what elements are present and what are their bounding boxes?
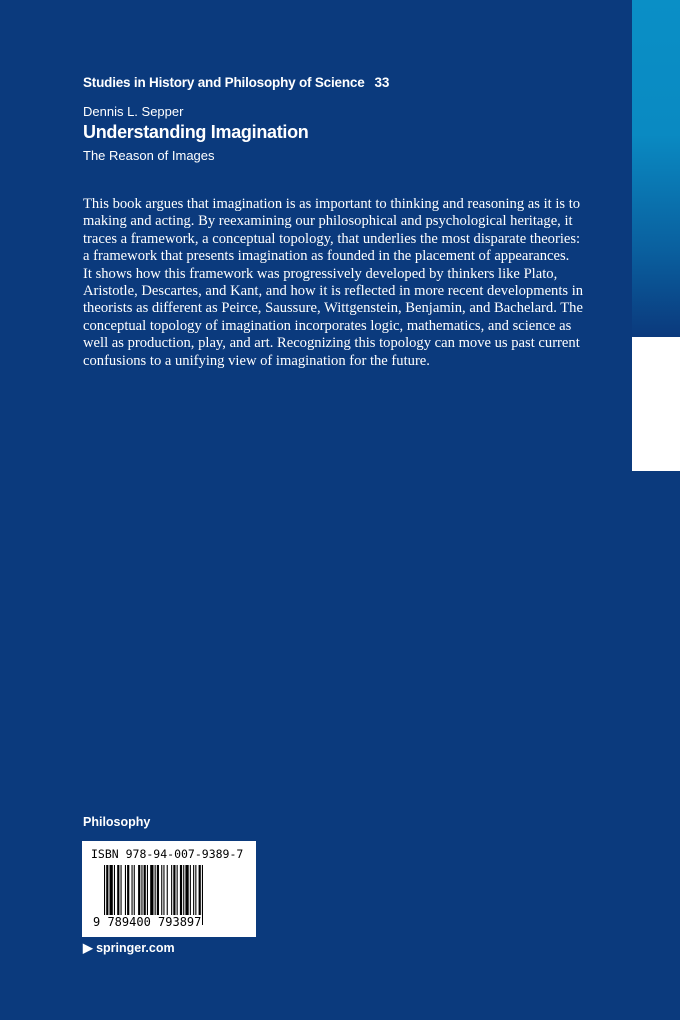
- blurb-line: making and acting. By reexamining our philosophical and psychological heritage, it: [83, 213, 573, 230]
- author: Dennis L. Sepper: [83, 104, 184, 119]
- series-name: Studies in History and Philosophy of Science: [83, 75, 365, 90]
- category-label: Philosophy: [83, 815, 151, 829]
- blurb-line: It shows how this framework was progressively developed by thinkers like Plato,: [83, 265, 558, 282]
- blurb-line: traces a framework, a conceptual topology, that underlies the most disparate theories:: [83, 230, 581, 247]
- blurb: [83, 196, 603, 370]
- book-subtitle: The Reason of Images: [83, 148, 215, 163]
- blurb-line: confusions to a unifying view of imagination for the future.: [83, 352, 430, 369]
- book-title: Understanding Imagination: [83, 122, 309, 142]
- isbn-barcode: [82, 841, 256, 937]
- cover-white-tab: [632, 337, 680, 471]
- blurb-line: a framework that presents imagination as founded in the placement of appearances.: [83, 248, 570, 265]
- blurb-line: well as production, play, and art. Recognizing this topology can move us past current: [83, 335, 580, 352]
- blurb-line: conceptual topology of imagination incorporates logic, mathematics, and science as: [83, 317, 572, 334]
- blurb-line: theorists as different as Peirce, Saussure, Wittgenstein, Benjamin, and Bachelard. The: [83, 300, 583, 317]
- cover-accent-strip: [632, 0, 680, 336]
- website-link[interactable]: ▶ springer.com: [83, 941, 175, 955]
- blurb-line: This book argues that imagination is as important to thinking and reasoning as it is to: [83, 196, 581, 212]
- barcode-digits-text: 9 789400 793897: [93, 915, 202, 929]
- blurb-line: Aristotle, Descartes, and Kant, and how it is reflected in more recent developments in: [83, 283, 584, 300]
- barcode-digits: [92, 915, 202, 929]
- series-number: 33: [374, 75, 390, 90]
- isbn-label: ISBN 978-94-007-9389-7: [91, 847, 244, 861]
- series-title: [83, 75, 389, 90]
